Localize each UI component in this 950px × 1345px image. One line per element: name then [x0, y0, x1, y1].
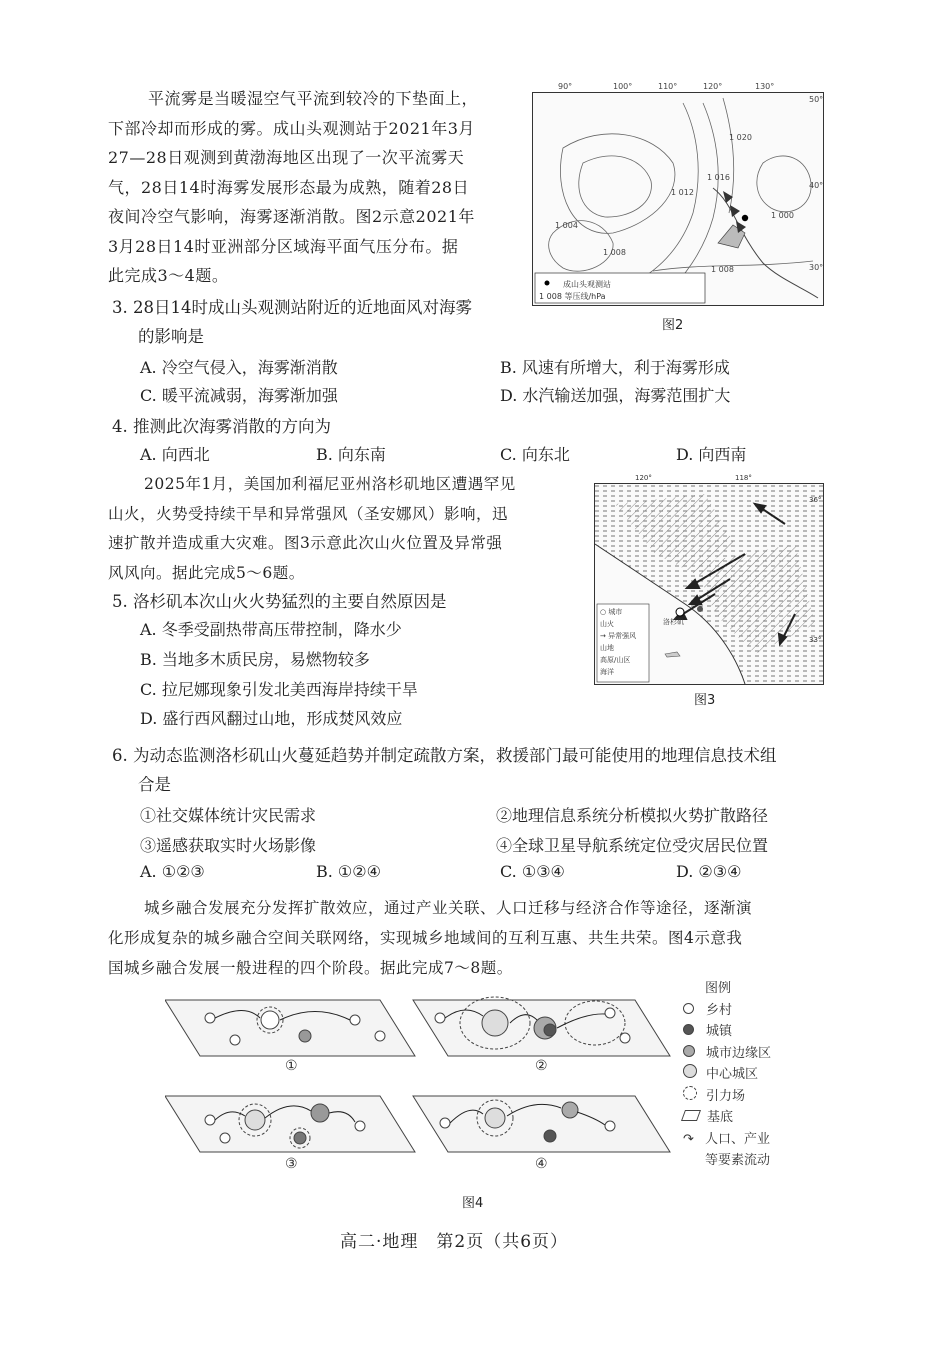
figure-4-caption: 图4: [462, 1196, 484, 1211]
q6-option-b[interactable]: B. ①②④: [316, 862, 381, 881]
stage-3-label: ③: [285, 1156, 298, 1172]
stage-1-label: ①: [285, 1058, 298, 1074]
stage-labels: [165, 978, 705, 1188]
q3-option-d[interactable]: D. 水汽输送加强，海雾范围扩大: [500, 386, 731, 405]
passage-fog-line: 下部冷却而形成的雾。成山头观测站于2021年3月: [108, 118, 475, 138]
passage-fog-line: 3月28日14时亚洲部分区域海平面气压分布。据: [108, 236, 459, 256]
q6-statement-2: ②地理信息系统分析模拟火势扩散路径: [496, 806, 769, 825]
central-city-symbol: [683, 1064, 697, 1078]
q6-statement-4: ④全球卫星导航系统定位受灾居民位置: [496, 836, 769, 855]
figure-2-caption: 图2: [662, 318, 684, 333]
passage-fog-line: 27—28日观测到黄渤海地区出现了一次平流雾天: [108, 148, 465, 167]
figure-3-caption: 图3: [694, 693, 716, 708]
village-symbol: [683, 1003, 694, 1014]
lon-label: 90°: [558, 82, 573, 91]
passage-fog-line: 平流雾是当暖湿空气平流到较冷的下垫面上，: [148, 89, 479, 108]
lon-label: 120°: [703, 82, 723, 91]
passage-wildfire-line: 2025年1月，美国加利福尼亚州洛杉矶地区遭遇罕见: [144, 475, 516, 493]
question-4-stem: 4. 推测此次海雾消散的方向为: [112, 417, 331, 436]
legend-item: 山地: [600, 644, 614, 652]
lon-label: 100°: [613, 82, 633, 91]
legend-item: 高原/山区: [600, 656, 631, 664]
legend-label: 城镇: [706, 1024, 733, 1039]
isobar-label: 1 008: [711, 265, 734, 274]
legend-item: 山火: [600, 620, 614, 628]
question-3-stem-cont: 的影响是: [138, 327, 204, 346]
passage-fog-line: 此完成3～4题。: [108, 266, 229, 285]
legend-row: [683, 1000, 813, 1022]
q6-option-c[interactable]: C. ①③④: [500, 862, 565, 881]
isobar-label: 1 004: [555, 221, 578, 230]
passage-wildfire-line: 山火，火势受持续干旱和异常强风（圣安娜风）影响，迅: [108, 504, 509, 523]
gravity-field-symbol: [683, 1086, 697, 1100]
legend-title: 图例: [705, 981, 732, 996]
isobar-label: 1 008: [603, 248, 626, 257]
legend-row: [683, 1021, 813, 1043]
figure-4-urban-rural-stages: [165, 978, 825, 1193]
q3-option-b[interactable]: B. 风速有所增大，利于海雾形成: [500, 358, 730, 377]
q6-statement-1: ①社交媒体统计灾民需求: [140, 806, 317, 825]
passage-fog-line: 气，28日14时海雾发展形态最为成熟，随着28日: [108, 177, 470, 197]
legend-station-label: 成山头观测站: [563, 280, 611, 289]
q5-option-b[interactable]: B. 当地多木质民房，易燃物较多: [140, 650, 370, 669]
question-6-stem: 6. 为动态监测洛杉矶山火蔓延趋势并制定疏散方案，救援部门最可能使用的地理信息技术组: [112, 746, 777, 765]
q3-option-a[interactable]: A. 冷空气侵入，海雾渐消散: [140, 358, 338, 377]
q4-option-c[interactable]: C. 向东北: [500, 445, 570, 464]
passage-urban-rural-line: 城乡融合发展充分发挥扩散效应，通过产业关联、人口迁移与经济合作等途径，逐渐演: [144, 899, 753, 917]
lat-label: 40°: [809, 181, 824, 190]
question-3-stem: 3. 28日14时成山头观测站附近的近地面风对海雾: [112, 298, 472, 317]
isobar-label: 1 020: [729, 133, 752, 142]
legend-label-cont: 等要素流动: [705, 1153, 771, 1168]
figure-2-pressure-map: [532, 82, 824, 306]
legend-item: 海洋: [600, 668, 614, 676]
base-symbol: [681, 1110, 701, 1121]
legend-row: [683, 1064, 813, 1086]
legend-item: → 异常强风: [600, 632, 637, 640]
lon-label: 118°: [735, 474, 752, 482]
stage-2-label: ②: [535, 1058, 548, 1074]
passage-urban-rural: [108, 893, 838, 983]
lon-label: 120°: [635, 474, 652, 482]
lat-label: 50°: [809, 95, 824, 104]
fig3-labels: [595, 474, 823, 684]
q5-option-a[interactable]: A. 冬季受副热带高压带控制，降水少: [140, 620, 402, 639]
q6-statement-3: ③遥感获取实时火场影像: [140, 836, 317, 855]
fig4-legend: [683, 978, 813, 1172]
city-label: 洛杉矶: [663, 618, 684, 626]
legend-label: 中心城区: [706, 1067, 759, 1082]
q5-option-d[interactable]: D. 盛行西风翻过山地，形成焚风效应: [140, 709, 403, 728]
question-5-stem: 5. 洛杉矶本次山火火势猛烈的主要自然原因是: [112, 592, 447, 611]
legend-label: 基底: [707, 1110, 734, 1125]
urban-fringe-symbol: [683, 1045, 695, 1057]
lat-label: 36°: [809, 496, 822, 504]
lat-label: 33°: [809, 636, 822, 644]
passage-fog-line: 夜间冷空气影响，海雾逐渐消散。图2示意2021年: [108, 207, 475, 226]
q4-option-a[interactable]: A. 向西北: [140, 445, 210, 464]
legend-row: [683, 1086, 813, 1108]
legend-label: 城市边缘区: [706, 1045, 772, 1061]
isobar-label: 1 000: [771, 211, 794, 220]
fig2-labels: [533, 82, 824, 305]
q5-option-c[interactable]: C. 拉尼娜现象引发北美西海岸持续干旱: [140, 680, 418, 699]
legend-label: 引力场: [706, 1088, 746, 1104]
town-symbol: [683, 1024, 694, 1035]
passage-wildfire: [108, 470, 588, 588]
passage-wildfire-line: 风风向。据此完成5～6题。: [108, 563, 305, 582]
legend-label: 人口、产业: [705, 1131, 771, 1147]
q4-option-b[interactable]: B. 向东南: [316, 445, 386, 464]
legend-item: ○ 城市: [600, 608, 623, 616]
legend-row: [683, 1129, 813, 1151]
isobar-label: 1 012: [671, 188, 694, 197]
flow-symbol: ↷: [683, 1131, 694, 1147]
question-6-stem-cont: 合是: [138, 775, 171, 794]
lat-label: 30°: [809, 263, 824, 272]
legend-row: [683, 1043, 813, 1065]
isobar-label: 1 016: [707, 173, 730, 182]
stage-4-label: ④: [535, 1156, 548, 1172]
legend-row: [683, 1107, 813, 1129]
q6-option-a[interactable]: A. ①②③: [140, 862, 205, 881]
passage-wildfire-line: 速扩散并造成重大灾难。图3示意此次山火位置及异常强: [108, 534, 503, 552]
q3-option-c[interactable]: C. 暖平流减弱，海雾渐加强: [140, 386, 338, 405]
lon-label: 130°: [755, 82, 775, 91]
passage-fog: [108, 84, 528, 291]
q6-option-d[interactable]: D. ②③④: [676, 862, 742, 881]
page-footer: 高二·地理 第2页（共6页）: [340, 1232, 569, 1252]
q4-option-d[interactable]: D. 向西南: [676, 445, 747, 464]
figure-3-wildfire-map: [594, 474, 824, 685]
lon-label: 110°: [658, 82, 678, 91]
passage-urban-rural-line: 化形成复杂的城乡融合空间关联网络，实现城乡地域间的互利互惠、共生共荣。图4示意我: [108, 929, 743, 947]
legend-isobar-label: 1 008 等压线/hPa: [539, 292, 606, 301]
passage-urban-rural-line: 国城乡融合发展一般进程的四个阶段。据此完成7～8题。: [108, 959, 513, 977]
legend-label: 乡村: [706, 1002, 733, 1018]
